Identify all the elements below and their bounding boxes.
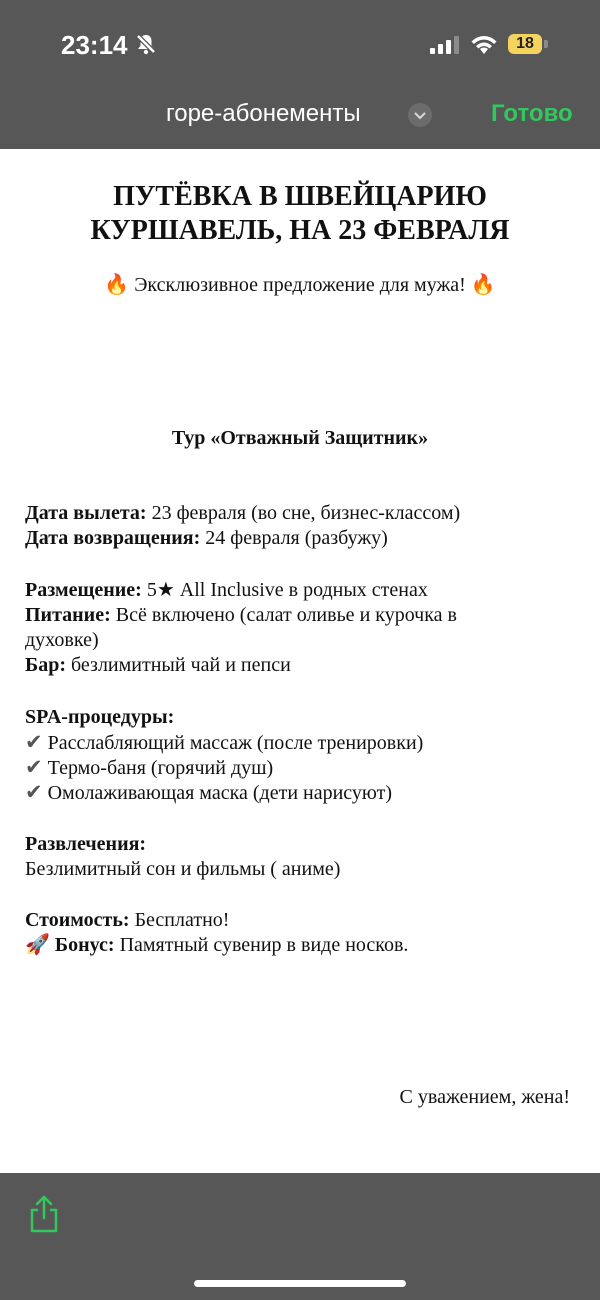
accommodation-line — [25, 578, 585, 603]
entertainment-label: Развлечения: — [25, 833, 147, 855]
cost-line — [25, 908, 585, 933]
food-value: Всё включено (салат оливье и курочка в — [110, 604, 457, 626]
bar-label: Бар: — [25, 654, 67, 676]
signature: С уважением, жена! — [399, 1086, 570, 1108]
bar-line — [25, 653, 585, 678]
document-page — [0, 149, 600, 1173]
top-bar — [0, 0, 600, 149]
bell-slash-icon — [134, 32, 158, 56]
chevron-down-icon[interactable] — [408, 103, 432, 127]
checkmark-icon: ✔ — [25, 730, 43, 754]
battery-tip — [544, 40, 548, 48]
accommodation-value: 5★ All Inclusive в родных стенах — [141, 579, 428, 601]
food-line-continued: духовке) — [25, 629, 99, 651]
departure-line — [25, 501, 585, 526]
departure-label: Дата вылета: — [25, 502, 147, 524]
status-time: 23:14 — [61, 30, 128, 60]
food-label: Питание: — [25, 604, 111, 626]
wifi-icon — [470, 33, 498, 55]
bonus-line — [25, 933, 585, 958]
battery-indicator: 18 — [508, 34, 542, 54]
lead-text: 🔥 Эксклюзивное предложение для мужа! 🔥 — [104, 274, 496, 296]
rocket-icon: 🚀 — [25, 934, 50, 956]
spa-label: SPA-процедуры: — [25, 706, 175, 728]
return-label: Дата возвращения: — [25, 527, 201, 549]
document-title[interactable]: горе-абонементы — [166, 100, 361, 127]
cost-value: Бесплатно! — [129, 909, 230, 931]
document-heading — [0, 180, 600, 248]
bonus-value: Памятный сувенир в виде носков. — [114, 934, 409, 956]
spa-item-text: Расслабляющий массаж (после тренировки) — [42, 732, 424, 754]
cost-label: Стоимость: — [25, 909, 130, 931]
checkmark-icon: ✔ — [25, 755, 43, 779]
heading-line-1: ПУТЁВКА В ШВЕЙЦАРИЮ — [113, 181, 487, 212]
heading-line-2: КУРШАВЕЛЬ, НА 23 ФЕВРАЛЯ — [90, 215, 510, 246]
departure-value: 23 февраля (во сне, бизнес-классом) — [146, 502, 461, 524]
food-line — [25, 603, 585, 628]
done-button[interactable]: Готово — [491, 100, 573, 127]
cellular-signal-icon — [430, 36, 460, 54]
share-icon[interactable] — [28, 1194, 60, 1234]
entertainment-value: Безлимитный сон и фильмы ( аниме) — [25, 858, 341, 880]
bar-value: безлимитный чай и пепси — [66, 654, 291, 676]
spa-item-text: Термо-баня (горячий душ) — [42, 757, 274, 779]
return-value: 24 февраля (разбужу) — [200, 527, 388, 549]
spa-item — [25, 780, 585, 806]
checkmark-icon: ✔ — [25, 780, 43, 804]
spa-item — [25, 730, 585, 756]
bonus-label: Бонус: — [49, 934, 115, 956]
spa-item — [25, 755, 585, 781]
tour-title: Тур «Отважный Защитник» — [171, 427, 429, 449]
spa-item-text: Омолаживающая маска (дети нарисуют) — [42, 782, 392, 804]
home-indicator[interactable] — [194, 1280, 406, 1287]
return-line — [25, 526, 585, 551]
accommodation-label: Размещение: — [25, 579, 142, 601]
